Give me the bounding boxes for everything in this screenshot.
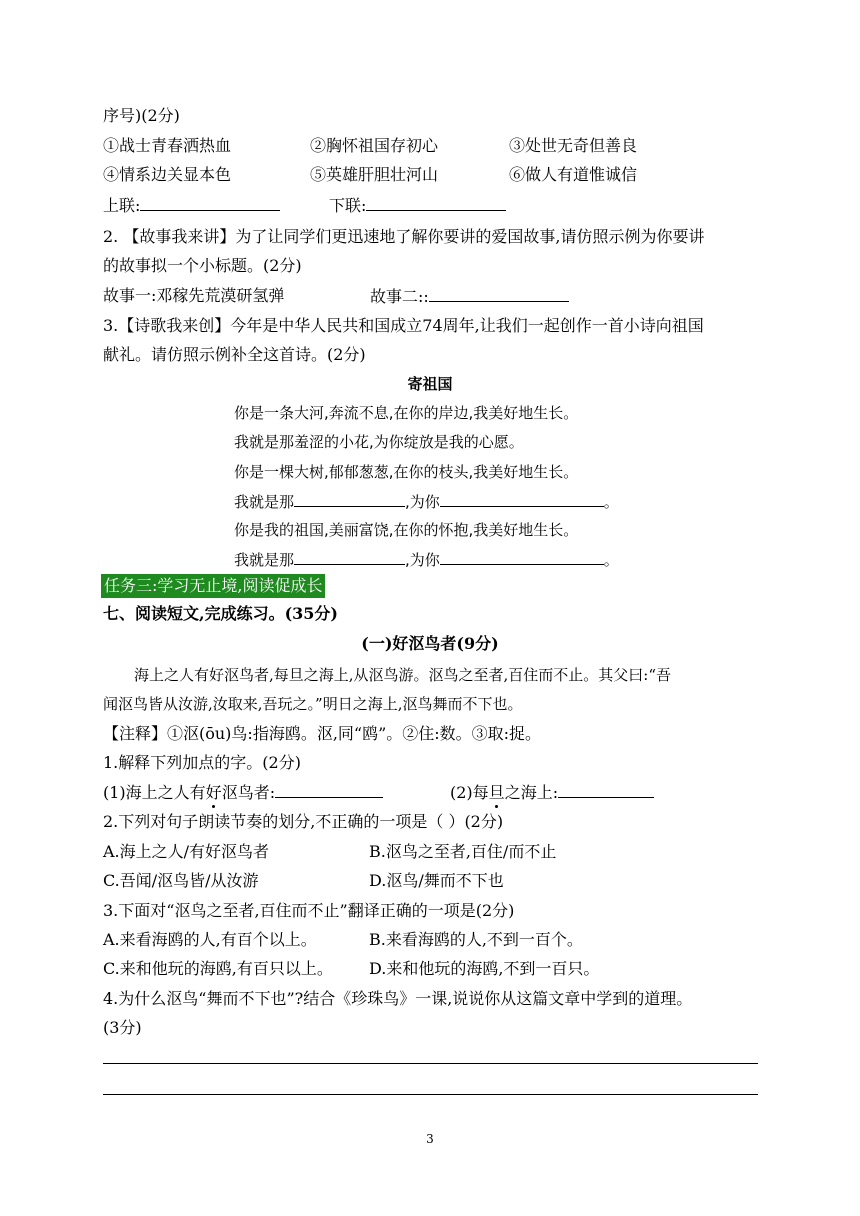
passage-title-text: (一)好沤鸟者(9分) bbox=[361, 634, 499, 653]
answer-line-1[interactable] bbox=[103, 1063, 758, 1064]
option-2: ②胸怀祖国存初心 bbox=[310, 136, 439, 155]
poem-line-2: 我就是那羞涩的小花,为你绽放是我的心愿。 bbox=[234, 433, 524, 451]
q4-reading-stem-line2: (3分) bbox=[103, 1018, 142, 1037]
upper-couplet-blank[interactable] bbox=[140, 195, 280, 211]
passage-line-1: 海上之人有好沤鸟者,每旦之海上,从沤鸟游。沤鸟之至者,百住而不止。其父曰:“吾 bbox=[134, 666, 672, 684]
poem-blank-4[interactable] bbox=[440, 549, 604, 565]
poem-line-4[interactable] bbox=[234, 491, 619, 512]
story-one: 故事一:邓稼先荒漠研氢弹 bbox=[103, 286, 285, 305]
lower-couplet-label: 下联: bbox=[329, 196, 367, 215]
poem-line-6-end: 。 bbox=[603, 551, 619, 569]
q3-reading-stem: 3.下面对“沤鸟之至者,百住而不止”翻译正确的一项是(2分) bbox=[103, 901, 515, 920]
q4-reading-stem-line1: 4.为什么沤鸟“舞而不下也”?结合《珍珠鸟》一课,说说你从这篇文章中学到的道理。 bbox=[103, 989, 693, 1008]
poem-line-6[interactable] bbox=[234, 549, 619, 570]
task-three-banner: 任务三:学习无止境,阅读促成长 bbox=[101, 574, 325, 598]
option-5: ⑤英雄肝胆壮河山 bbox=[310, 165, 439, 184]
option-4: ④情系边关显本色 bbox=[103, 165, 232, 184]
q3-option-c[interactable]: C.来和他玩的海鸥,有百只以上。 bbox=[103, 959, 333, 978]
q2-stem-line1: 2. 【故事我来讲】为了让同学们更迅速地了解你要讲的爱国故事,请仿照示例为你要讲 bbox=[103, 227, 705, 246]
section-seven-heading: 七、阅读短文,完成练习。(35分) bbox=[103, 604, 338, 623]
upper-couplet-label: 上联: bbox=[103, 196, 141, 215]
story-two-label: 故事二:: bbox=[370, 287, 429, 306]
q1-b-suffix: 之海上: bbox=[504, 783, 559, 802]
q2-stem-line2: 的故事拟一个小标题。(2分) bbox=[103, 256, 302, 275]
q3-option-b[interactable]: B.来看海鸥的人,不到一百个。 bbox=[369, 930, 583, 949]
poem-line-3: 你是一棵大树,郁郁葱葱,在你的枝头,我美好地生长。 bbox=[234, 463, 579, 481]
q1-a-suffix: 沤鸟者: bbox=[221, 783, 276, 802]
passage-line-2: 闻沤鸟皆从汝游,汝取来,吾玩之。”明日之海上,沤鸟舞而不下也。 bbox=[103, 695, 523, 713]
option-3: ③处世无奇但善良 bbox=[509, 136, 638, 155]
poem-blank-2[interactable] bbox=[440, 491, 604, 507]
option-6: ⑥做人有道惟诚信 bbox=[509, 165, 638, 184]
q1-part-b[interactable] bbox=[450, 782, 654, 803]
q1-part-a[interactable] bbox=[103, 782, 383, 803]
q2-option-d[interactable]: D.沤鸟/舞而不下也 bbox=[369, 871, 504, 890]
q3-option-a[interactable]: A.来看海鸥的人,有百个以上。 bbox=[103, 930, 317, 949]
q1-b-blank[interactable] bbox=[558, 782, 654, 798]
poem-title: 寄祖国 bbox=[407, 375, 453, 393]
q3-stem-line1: 3.【诗歌我来创】今年是中华人民共和国成立74周年,让我们一起创作一首小诗向祖国 bbox=[103, 316, 704, 335]
option-1: ①战士青春洒热血 bbox=[103, 136, 232, 155]
q1-a-dotted-char: 好 bbox=[205, 783, 222, 802]
q1-a-blank[interactable] bbox=[275, 782, 383, 798]
poem-line-6-mid: ,为你 bbox=[405, 551, 440, 569]
q2-option-a[interactable]: A.海上之人/有好沤鸟者 bbox=[103, 842, 270, 861]
q1-stem: 1.解释下列加点的字。(2分) bbox=[103, 753, 301, 772]
q2-option-b[interactable]: B.沤鸟之至者,百住/而不止 bbox=[369, 842, 557, 861]
page-number: 3 bbox=[426, 1132, 434, 1146]
lower-couplet-blank[interactable] bbox=[366, 195, 506, 211]
lower-couplet-field[interactable] bbox=[329, 195, 506, 216]
q1-a-prefix: (1)海上之人有 bbox=[103, 783, 206, 802]
answer-line-2[interactable] bbox=[103, 1094, 758, 1095]
poem-line-1: 你是一条大河,奔流不息,在你的岸边,我美好地生长。 bbox=[234, 404, 579, 422]
q3-stem-line2: 献礼。请仿照示例补全这首诗。(2分) bbox=[103, 345, 366, 364]
upper-couplet-field[interactable] bbox=[103, 195, 280, 216]
story-two-blank[interactable] bbox=[429, 286, 569, 302]
q2-reading-stem: 2.下列对句子朗读节奏的划分,不正确的一项是（ ）(2分) bbox=[103, 812, 504, 831]
poem-blank-3[interactable] bbox=[294, 549, 405, 565]
q3-option-d[interactable]: D.来和他玩的海鸥,不到一百只。 bbox=[369, 959, 600, 978]
question-tail: 序号)(2分) bbox=[103, 106, 180, 125]
poem-blank-1[interactable] bbox=[294, 491, 405, 507]
q1-b-dotted-char: 旦 bbox=[488, 783, 505, 802]
annotation-note: 【注释】①沤(ōu)鸟:指海鸥。沤,同“鸥”。②住:数。③取:捉。 bbox=[103, 724, 542, 743]
poem-line-6-start: 我就是那 bbox=[234, 551, 295, 569]
story-two-field[interactable] bbox=[370, 286, 569, 307]
passage-title bbox=[0, 634, 860, 654]
poem-line-4-start: 我就是那 bbox=[234, 493, 295, 511]
q1-b-prefix: (2)每 bbox=[450, 783, 489, 802]
poem-line-5: 你是我的祖国,美丽富饶,在你的怀抱,我美好地生长。 bbox=[234, 521, 579, 539]
poem-line-4-end: 。 bbox=[603, 493, 619, 511]
poem-line-4-mid: ,为你 bbox=[405, 493, 440, 511]
q2-option-c[interactable]: C.吾闻/沤鸟皆/从汝游 bbox=[103, 871, 259, 890]
